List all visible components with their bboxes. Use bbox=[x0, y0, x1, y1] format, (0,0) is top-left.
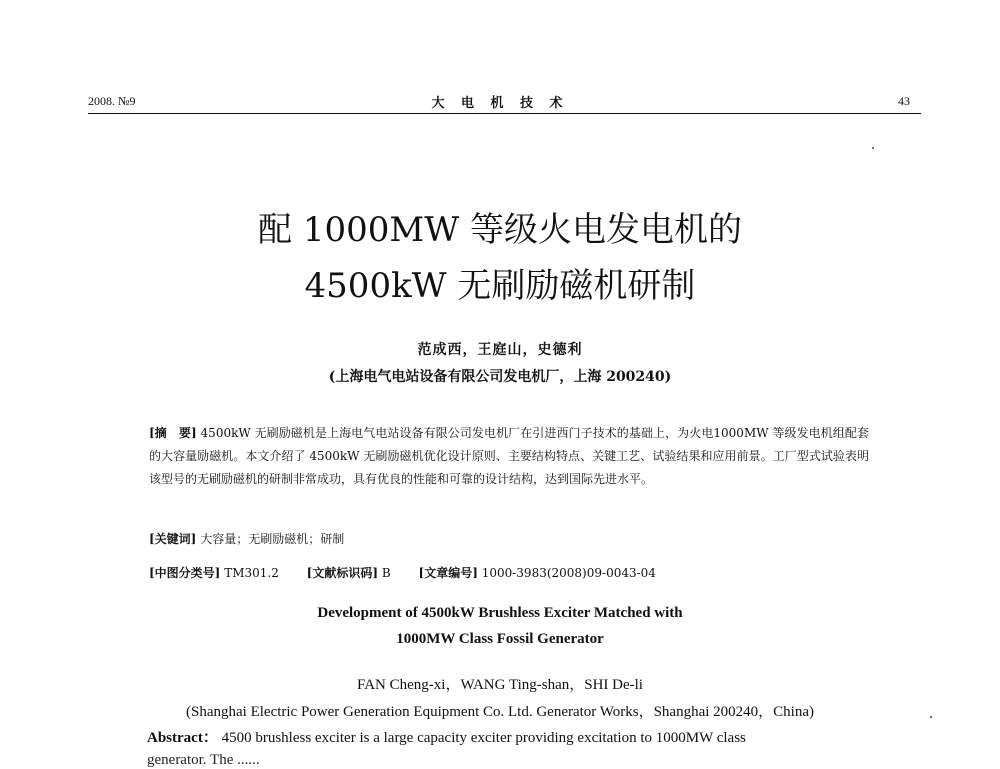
keywords-label: [关键词] bbox=[149, 532, 197, 546]
english-affiliation: (Shanghai Electric Power Generation Equipment Co. Ltd. Generator Works，Shanghai 200240，China) bbox=[186, 704, 814, 720]
keywords bbox=[149, 530, 344, 547]
english-abstract bbox=[147, 726, 877, 747]
scan-speck bbox=[872, 147, 874, 149]
article-id-value: 1000-3983(2008)09-0043-04 bbox=[481, 566, 656, 580]
page-number: 43 bbox=[898, 94, 910, 108]
authors-cn: 范成西，王庭山，史德利 bbox=[417, 342, 583, 358]
english-abstract-text: 4500 brushless exciter is a large capacity exciter providing excitation to 1000MW class bbox=[221, 730, 746, 746]
english-title-line-2: 1000MW Class Fossil Generator bbox=[396, 631, 604, 647]
english-abstract-label: Abstract： bbox=[147, 730, 218, 746]
english-authors: FAN Cheng-xi，WANG Ting-shan，SHI De-li bbox=[357, 677, 643, 693]
clc bbox=[149, 566, 279, 580]
doc-code-value: B bbox=[381, 566, 391, 580]
scan-speck bbox=[930, 716, 932, 718]
title-line-1: 配 1000MW 等级火电发电机的 bbox=[258, 210, 742, 250]
article-id-label: [文章编号] bbox=[418, 566, 478, 580]
clc-value: TM301.2 bbox=[224, 566, 279, 580]
affiliation-cn: (上海电气电站设备有限公司发电机厂，上海 200240) bbox=[328, 369, 672, 385]
keywords-text: 大容量；无刷励磁机；研制 bbox=[200, 532, 345, 546]
doc-code bbox=[307, 566, 391, 580]
header-rule bbox=[88, 113, 921, 114]
article-id bbox=[419, 566, 656, 580]
title-line-2: 4500kW 无刷励磁机研制 bbox=[304, 266, 696, 306]
classification-line bbox=[149, 564, 680, 581]
doc-code-label: [文献标识码] bbox=[306, 566, 379, 580]
journal-issue: 2008. №9 bbox=[88, 94, 136, 108]
english-abstract-continuation: generator. The ...... bbox=[147, 752, 260, 768]
abstract-cn bbox=[149, 422, 869, 491]
english-title-line-1: Development of 4500kW Brushless Exciter Matched with bbox=[317, 605, 683, 621]
journal-name: 大 电 机 技 术 bbox=[431, 96, 569, 111]
abstract-cn-text: 4500kW 无刷励磁机是上海电气电站设备有限公司发电机厂在引进西门子技术的基础上，为火电1000MW 等级发电机组配套的大容量励磁机。本文介绍了 4500kW 无刷励磁机优化设计原则、主要结构特点、关键工艺、试验结果和应用前景。工厂型式试验表明该型号的无刷励磁机的研制非常成功，具有优良的性能和可靠的设计结构，达到国际先进水平。 bbox=[149, 426, 869, 486]
abstract-cn-label: [摘 要] bbox=[149, 426, 197, 440]
clc-label: [中图分类号] bbox=[149, 566, 221, 580]
